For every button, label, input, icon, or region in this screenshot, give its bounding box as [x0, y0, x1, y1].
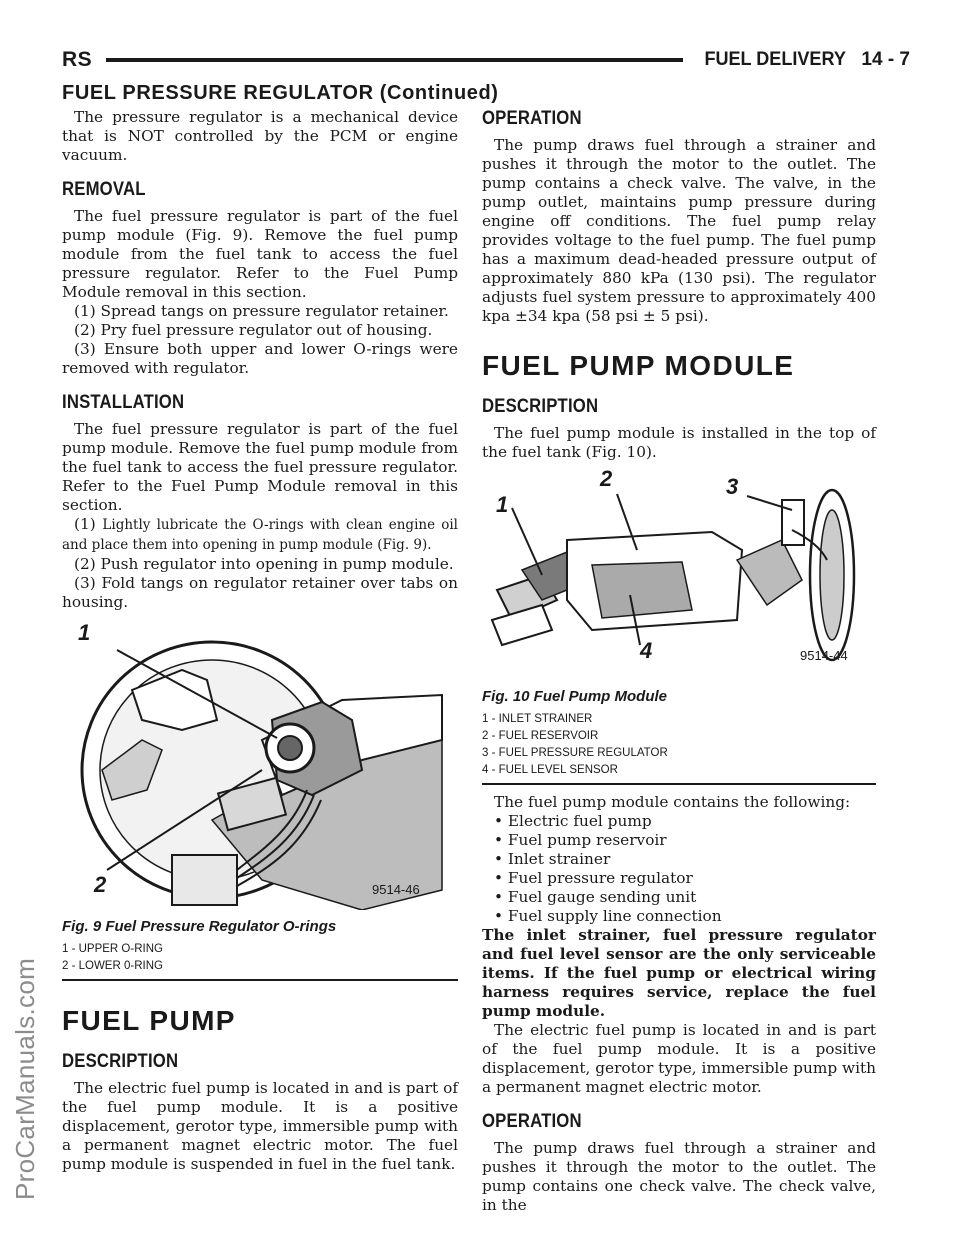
list-item: • Fuel gauge sending unit — [494, 888, 697, 906]
list-item-text: Fuel gauge sending unit — [507, 888, 697, 906]
legend-item: 4 - FUEL LEVEL SENSOR — [482, 764, 618, 776]
fuel-pressure-regulator-illustration — [62, 620, 458, 910]
legend-item: 2 - FUEL RESERVOIR — [482, 730, 599, 742]
list-item: • Fuel supply line connection — [494, 907, 722, 925]
removal-step-1: (1) Spread tangs on pressure regulator retainer. — [74, 302, 449, 320]
list-item-text: Fuel pump reservoir — [507, 831, 667, 849]
electric-pump-paragraph: The electric fuel pump is located in and is part of the fuel pump module. It is a positive displacement, gerotor type, immersible pump with a permanent magnet electric motor. — [482, 1021, 876, 1096]
legend-item: 3 - FUEL PRESSURE REGULATOR — [482, 747, 668, 759]
figure-9-caption: Fig. 9 Fuel Pressure Regulator O-rings — [62, 918, 337, 935]
callout-1: 1 — [78, 620, 91, 645]
page-header — [62, 46, 910, 74]
list-item-text: Fuel pressure regulator — [507, 869, 693, 887]
callout-2: 2 — [600, 466, 613, 491]
list-item-text: Fuel supply line connection — [507, 907, 722, 925]
figure-10-caption: Fig. 10 Fuel Pump Module — [482, 688, 668, 705]
callout-3: 3 — [726, 474, 739, 499]
watermark: ProCarManuals.com — [10, 957, 40, 1200]
callout-2: 2 — [94, 872, 107, 897]
removal-paragraph: The fuel pressure regulator is part of the fuel pump module (Fig. 9). Remove the fuel pump module from the fuel tank to access the fuel pressure regulator. Refer to the Fuel Pump Module removal in this section. — [62, 207, 458, 301]
figure-rule — [62, 979, 458, 981]
serviceable-items-note: The inlet strainer, fuel pressure regulator and fuel level sensor are the only serviceable items. If the fuel pump or electrical wiring harness requires service, replace the fuel pump module. — [482, 926, 876, 1020]
removal-step-3: (3) Ensure both upper and lower O-rings were removed with regulator. — [62, 340, 458, 377]
removal-step-2: (2) Pry fuel pressure regulator out of housing. — [74, 321, 433, 339]
figure-10-legend — [482, 711, 876, 779]
continued-heading: FUEL PRESSURE REGULATOR (Continued) — [62, 82, 499, 104]
list-item: • Electric fuel pump — [494, 812, 652, 830]
section-code: RS — [62, 48, 93, 71]
fuel-pump-description-heading: DESCRIPTION — [62, 1051, 179, 1072]
list-item: • Inlet strainer — [494, 850, 611, 868]
installation-step-2: (2) Push regulator into opening in pump module. — [74, 555, 454, 573]
installation-heading: INSTALLATION — [62, 392, 185, 413]
operation-paragraph: The pump draws fuel through a strainer and pushes it through the motor to the outlet. The pump contains a check valve. The valve, in the pump outlet, maintains pump pressure during engine off conditions. The fuel pump relay provides voltage to the fuel pump. The fuel pump has a maximum dead-headed pressure output of approximately 880 kPa (130 psi). The regulator adjusts fuel system pressure to approximately 400 kpa ±34 kpa (58 psi ± 5 psi). — [482, 136, 876, 325]
fuel-pump-title: FUEL PUMP — [62, 1005, 236, 1036]
installation-step-3: (3) Fold tangs on regulator retainer over tabs on housing. — [62, 574, 458, 611]
figure-rule — [482, 783, 876, 785]
fuel-pump-description: The electric fuel pump is located in and is part of the fuel pump module. It is a positive displacement, gerotor type, immersible pump with a permanent magnet electric motor. The fuel pump module is suspended in fuel in the fuel tank. — [62, 1079, 458, 1173]
list-item: • Fuel pump reservoir — [494, 831, 667, 849]
list-item-text: Electric fuel pump — [507, 812, 652, 830]
removal-heading: REMOVAL — [62, 179, 146, 200]
installation-paragraph: The fuel pressure regulator is part of the fuel pump module. Remove the fuel pump module from the fuel tank to access the fuel pressure regulator. Refer to the Fuel Pump Module removal in this section. — [62, 420, 458, 514]
installation-step-1 — [62, 515, 458, 555]
list-item-text: Inlet strainer — [507, 850, 611, 868]
legend-item: 1 - UPPER O-RING — [62, 943, 163, 955]
contains-intro: The fuel pump module contains the following: — [494, 793, 851, 811]
figure-code: 9514-46 — [372, 882, 420, 897]
figure-9-legend — [62, 941, 458, 975]
chapter-title: FUEL DELIVERY — [703, 49, 846, 70]
callout-1: 1 — [496, 492, 509, 517]
legend-item: 2 - LOWER 0-RING — [62, 960, 163, 972]
right-column — [482, 108, 876, 1215]
operation-paragraph-2: The pump draws fuel through a strainer and pushes it through the motor to the outlet. The pump contains one check valve. The check valve, in the — [482, 1139, 876, 1214]
figure-9 — [62, 620, 458, 981]
fuel-pump-module-title: FUEL PUMP MODULE — [482, 350, 795, 381]
module-description-heading: DESCRIPTION — [482, 396, 599, 417]
step-text: Lightly lubricate the O-rings with clean engine oil and place them into opening in pump module (Fig. 9). — [62, 517, 458, 553]
callout-4: 4 — [640, 638, 653, 663]
figure-10 — [482, 466, 876, 785]
header-rule — [106, 58, 682, 62]
intro-paragraph: The pressure regulator is a mechanical device that is NOT controlled by the PCM or engine vacuum. — [62, 108, 458, 164]
legend-item: 1 - INLET STRAINER — [482, 713, 593, 725]
figure-code: 9514-44 — [800, 648, 848, 663]
page-number: 14 - 7 — [861, 49, 910, 70]
step-number: (1) — [74, 515, 96, 533]
module-description: The fuel pump module is installed in the top of the fuel tank (Fig. 10). — [482, 424, 876, 461]
list-item: • Fuel pressure regulator — [494, 869, 693, 887]
operation-heading: OPERATION — [482, 108, 582, 129]
operation-heading-2: OPERATION — [482, 1111, 582, 1132]
left-column — [62, 108, 458, 1174]
